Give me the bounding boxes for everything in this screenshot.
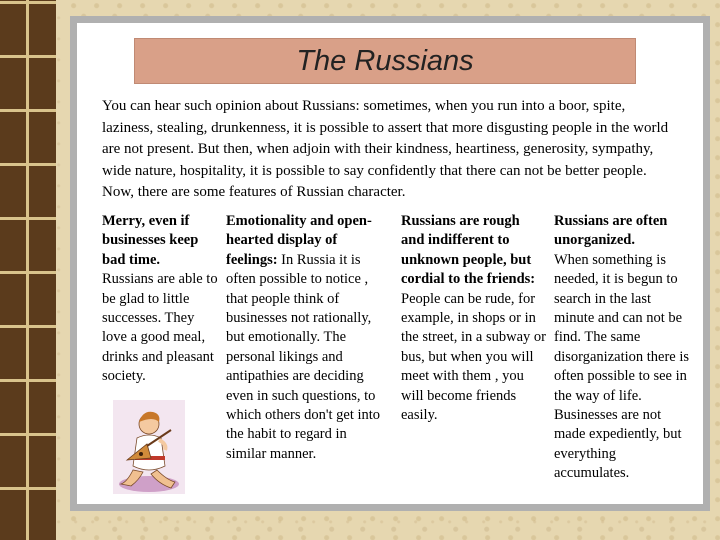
feature-column-2 (226, 212, 386, 464)
feature-heading: Merry, even if businesses keep bad time. (102, 213, 199, 268)
feature-column-4 (554, 212, 694, 484)
feature-body: Russians are able to be glad to little successes. They love a good meal, drinks and pleasant society. (102, 271, 218, 385)
feature-heading: Russians are rough and indifferent to unknown people, but cordial to the friends: (401, 213, 536, 288)
feature-heading: Emotionality and open-hearted display of feelings: (226, 213, 372, 268)
page-title: The Russians (296, 44, 474, 77)
title-bar (134, 38, 636, 84)
decorative-left-border (0, 0, 56, 540)
feature-column-1 (102, 212, 220, 387)
feature-body: In Russia it is often possible to notice , that people think of businesses not rationally, but emotionally. The personal likings and antipathies are deciding even in such questions, to which others don't get into the habit to regard in similar manner. (226, 251, 381, 462)
intro-paragraph: You can hear such opinion about Russians: sometimes, when you run into a boor, spite, laziness, stealing, drunkenness, it is possible to assert that more disgusting people in the world are not present. But then, when adjoin with their kindness, heartiness, generosity, sympathy, wide nature, hospitality, it is possible to say confidently that there can not be better people. Now, there are some features of Russian character. (102, 98, 669, 200)
feature-heading: Russians are often unorganized. (554, 213, 668, 249)
feature-body: People can be rude, for example, in shops or in the street, in a subway or bus, but when you will meet with them , you will become friends easily. (401, 290, 546, 424)
feature-body: When something is needed, it is begun to search in the last minute and can not be find. The same disorganization there is often possible to see in the way of life. Businesses are not made expediently, but everything accumulates. (554, 251, 690, 482)
balalaika-player-icon (113, 400, 185, 494)
feature-column-3 (401, 212, 546, 425)
